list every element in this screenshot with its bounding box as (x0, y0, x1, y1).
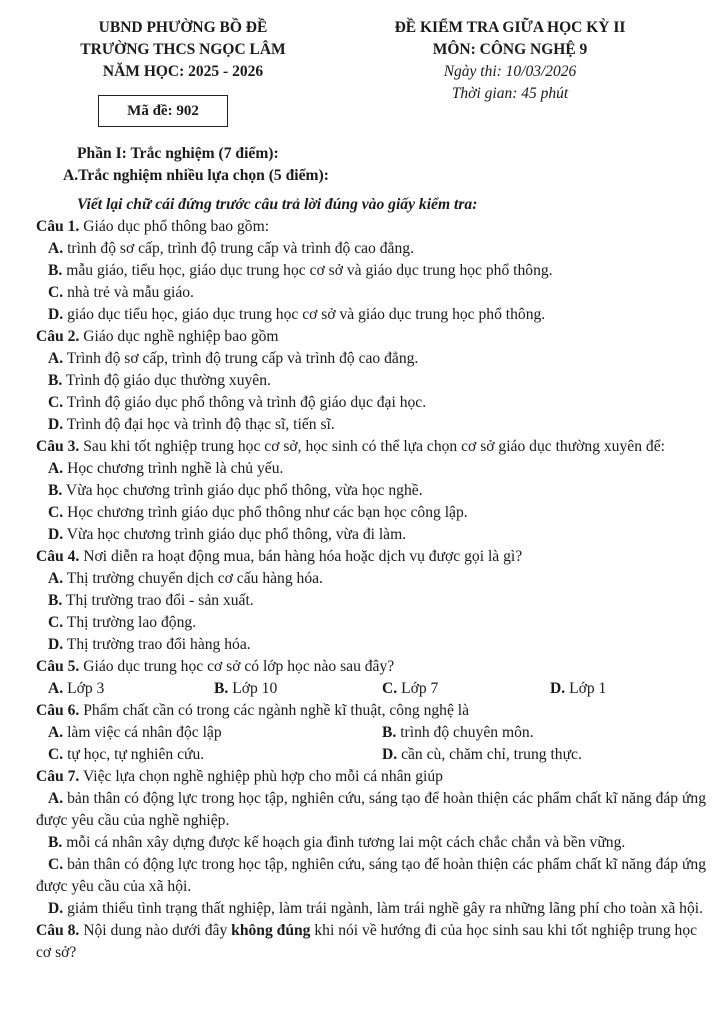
question-5-options (36, 678, 712, 700)
question-8 (36, 920, 712, 964)
option-b (36, 370, 712, 392)
question-label: Câu 1. (36, 218, 80, 235)
option-letter: B. (48, 592, 63, 609)
option-text: Thị trường lao động. (63, 614, 197, 631)
option-letter: D. (382, 746, 398, 763)
option-letter: B. (48, 372, 63, 389)
option-c (36, 854, 712, 898)
option-text: Thị trường trao đổi hàng hóa. (63, 636, 251, 653)
option-letter: C. (48, 504, 64, 521)
option-text: Học chương trình nghề là chủ yếu. (63, 460, 284, 477)
option-letter: A. (48, 570, 64, 587)
option-letter: D. (48, 526, 64, 543)
option-text: nhà trẻ và mẫu giáo. (63, 284, 194, 301)
option-text: trình độ chuyên môn. (396, 724, 534, 741)
option-letter: C. (48, 856, 64, 873)
option-letter: A. (48, 680, 64, 697)
question-text: Nơi diễn ra hoạt động mua, bán hàng hóa hoặc dịch vụ được gọi là gì? (79, 548, 523, 565)
question-2 (36, 326, 712, 348)
option-letter: C. (48, 746, 64, 763)
option-d (36, 524, 712, 546)
question-text: Giáo dục phổ thông bao gồm: (79, 218, 270, 235)
exam-date: Ngày thi: 10/03/2026 (443, 63, 577, 80)
option-text: mẫu giáo, tiểu học, giáo dục trung học cơ sở và giáo dục trung học phổ thông. (62, 262, 553, 279)
option-letter: D. (550, 680, 566, 697)
option-letter: C. (48, 614, 64, 631)
option-text: Vừa học chương trình giáo dục phổ thông, vừa học nghề. (62, 482, 423, 499)
option-d (36, 634, 712, 656)
option-a (36, 348, 712, 370)
option-text: giảm thiểu tình trạng thất nghiệp, làm trái ngành, làm trái nghề gây ra những lãng phí cho toàn xã hội. (63, 900, 704, 917)
question-list (36, 216, 712, 656)
option-b (36, 480, 712, 502)
question-text: Giáo dục nghề nghiệp bao gồm (79, 328, 279, 345)
option-text: giáo dục tiểu học, giáo dục trung học cơ sở và giáo dục trung học phổ thông. (63, 306, 546, 323)
option-d (36, 898, 712, 920)
question-text: Nội dung nào dưới đây (79, 922, 232, 939)
question-1 (36, 216, 712, 238)
school-name: TRƯỜNG THCS NGỌC LÂM (80, 41, 286, 58)
option-text: Trình độ sơ cấp, trình độ trung cấp và trình độ cao đẳng. (63, 350, 419, 367)
option-text: Lớp 1 (565, 680, 607, 697)
exam-header (330, 17, 690, 105)
option-letter: D. (48, 900, 64, 917)
question-text-cont: khi nói về hướng đi của học sinh sau khi tốt nghiệp trung học cơ sở? (36, 922, 698, 961)
option-text: trình độ sơ cấp, trình độ trung cấp và trình độ cao đẳng. (63, 240, 414, 257)
part-a-heading: A.Trắc nghiệm nhiều lựa chọn (5 điểm): (63, 167, 329, 184)
exam-title: ĐỀ KIỂM TRA GIỮA HỌC KỲ II (394, 19, 626, 36)
option-a (36, 568, 712, 590)
question-7 (36, 766, 712, 788)
option-a (36, 788, 712, 832)
question-label: Câu 2. (36, 328, 80, 345)
option-letter: B. (48, 482, 63, 499)
exam-code-box: Mã đề: 902 (98, 95, 228, 127)
option-b (214, 678, 277, 700)
question-6-options-row-2 (36, 744, 712, 766)
option-letter: A. (48, 240, 64, 257)
question-text: Phẩm chất cần có trong các ngành nghề kĩ thuật, công nghệ là (79, 702, 470, 719)
option-c (36, 392, 712, 414)
option-letter: B. (214, 680, 229, 697)
question-text: Việc lựa chọn nghề nghiệp phù hợp cho mỗi cá nhân giúp (79, 768, 443, 785)
option-letter: A. (48, 350, 64, 367)
option-d (382, 744, 582, 766)
school-header (48, 17, 318, 83)
question-label: Câu 6. (36, 702, 80, 719)
option-text: Thị trường chuyển dịch cơ cấu hàng hóa. (63, 570, 323, 587)
question-4 (36, 546, 712, 568)
option-letter: C. (48, 394, 64, 411)
option-d (36, 414, 712, 436)
part-1-heading: Phần I: Trắc nghiệm (7 điểm): (77, 145, 279, 162)
option-letter: D. (48, 306, 64, 323)
question-6-options-row-1 (36, 722, 712, 744)
option-letter: A. (48, 724, 64, 741)
option-text: cần cù, chăm chỉ, trung thực. (397, 746, 582, 763)
option-text: Học chương trình giáo dục phổ thông như các bạn học công lập. (63, 504, 468, 521)
question-3 (36, 436, 712, 458)
question-label: Câu 7. (36, 768, 80, 785)
option-c (382, 678, 438, 700)
option-text: bản thân có động lực trong học tập, nghiên cứu, sáng tạo để hoàn thiện các phẩm chất kĩ năng đáp ứng được yêu cầu của nghề nghiệp. (36, 790, 707, 829)
option-a (36, 458, 712, 480)
option-b (36, 590, 712, 612)
exam-content (36, 143, 712, 964)
option-text: làm việc cá nhân độc lập (63, 724, 222, 741)
option-a (48, 722, 222, 744)
option-a (48, 678, 104, 700)
option-b (36, 260, 712, 282)
option-letter: C. (48, 284, 64, 301)
option-text: Vừa học chương trình giáo dục phổ thông, vừa đi làm. (63, 526, 407, 543)
option-text: Trình độ giáo dục thường xuyên. (62, 372, 271, 389)
question-text: Giáo dục trung học cơ sở có lớp học nào sau đây? (79, 658, 395, 675)
option-text: Trình độ đại học và trình độ thạc sĩ, tiến sĩ. (63, 416, 335, 433)
option-letter: D. (48, 416, 64, 433)
question-label: Câu 4. (36, 548, 80, 565)
option-text: Trình độ giáo dục phổ thông và trình độ giáo dục đại học. (63, 394, 427, 411)
option-c (36, 612, 712, 634)
school-year: NĂM HỌC: 2025 - 2026 (102, 63, 264, 80)
option-a (36, 238, 712, 260)
option-text: Lớp 10 (228, 680, 278, 697)
option-b (382, 722, 534, 744)
option-c (36, 502, 712, 524)
question-5 (36, 656, 712, 678)
option-d (550, 678, 606, 700)
option-letter: A. (48, 790, 64, 807)
exam-subject: MÔN: CÔNG NGHỆ 9 (432, 41, 588, 58)
option-letter: B. (382, 724, 397, 741)
instruction: Viết lại chữ cái đứng trước câu trả lời đúng vào giấy kiểm tra: (77, 196, 478, 213)
question-text: Sau khi tốt nghiệp trung học cơ sở, học sinh có thể lựa chọn cơ sở giáo dục thường xuyên để: (79, 438, 665, 455)
option-text: Lớp 7 (397, 680, 439, 697)
option-letter: C. (382, 680, 398, 697)
option-d (36, 304, 712, 326)
question-label: Câu 8. (36, 922, 80, 939)
exam-duration: Thời gian: 45 phút (451, 85, 569, 102)
question-label: Câu 3. (36, 438, 80, 455)
option-letter: A. (48, 460, 64, 477)
option-text: Thị trường trao đổi - sản xuất. (62, 592, 254, 609)
option-text: bản thân có động lực trong học tập, nghiên cứu, sáng tạo để hoàn thiện các phẩm chất kĩ năng đáp ứng được yêu cầu của xã hội. (36, 856, 707, 895)
option-b (36, 832, 712, 854)
option-text: tự học, tự nghiên cứu. (63, 746, 205, 763)
option-letter: B. (48, 262, 63, 279)
district-name: UBND PHƯỜNG BỒ ĐỀ (98, 19, 268, 36)
option-text: Lớp 3 (63, 680, 105, 697)
question-label: Câu 5. (36, 658, 80, 675)
option-letter: B. (48, 834, 63, 851)
option-text: mỗi cá nhân xây dựng được kế hoạch gia đình tương lai một cách chắc chắn và bền vững. (62, 834, 626, 851)
option-letter: D. (48, 636, 64, 653)
option-c (48, 744, 204, 766)
question-6 (36, 700, 712, 722)
emphasis-text: không đúng (231, 922, 311, 939)
option-c (36, 282, 712, 304)
